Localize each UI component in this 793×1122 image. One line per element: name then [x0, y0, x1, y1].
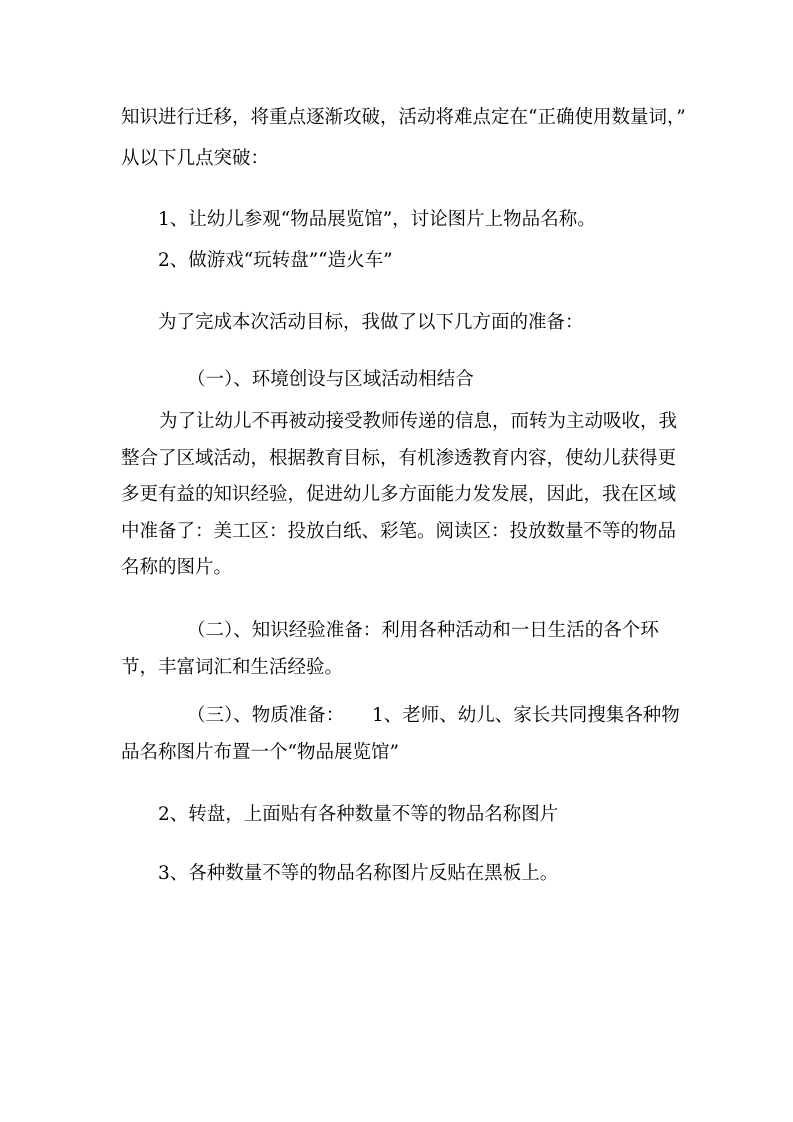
section-1-body: 为了让幼儿不再被动接受教师传递的信息，而转为主动吸收，我整合了区域活动，根据教育目标，有机渗透教育内容，使幼儿获得更多更有益的知识经验，促进幼儿多方面能力发发展，因此，我在区域中准备了：美工区：投放白纸、彩笔。阅读区：投放数量不等的物品名称的图片。 [121, 411, 678, 578]
paragraph-intro-line-1: 知识进行迁移，将重点逐渐攻破，活动将难点定在“正确使用数量词，” [121, 107, 686, 128]
section-3-paragraph: （三）、物质准备： 1、老师、幼儿、家长共同搜集各种物品名称图片布置一个“物品展览馆” [121, 705, 680, 763]
list-item-1: 1、让幼儿参观“物品展览馆”，讨论图片上物品名称。 [158, 209, 596, 230]
material-item-3: 3、各种数量不等的物品名称图片反贴在黑板上。 [158, 863, 559, 884]
material-item-2: 2、转盘，上面贴有各种数量不等的物品名称图片 [158, 804, 559, 825]
preparation-intro: 为了完成本次活动目标，我做了以下几方面的准备： [158, 312, 584, 333]
section-2-paragraph: （二）、知识经验准备：利用各种活动和一日生活的各个环节，丰富词汇和生活经验。 [121, 620, 659, 678]
list-item-2: 2、做游戏“玩转盘”“造火车” [158, 250, 393, 271]
section-1-heading: （一）、环境创设与区域活动相结合 [187, 369, 474, 390]
paragraph-intro-line-2: 从以下几点突破： [121, 148, 270, 169]
